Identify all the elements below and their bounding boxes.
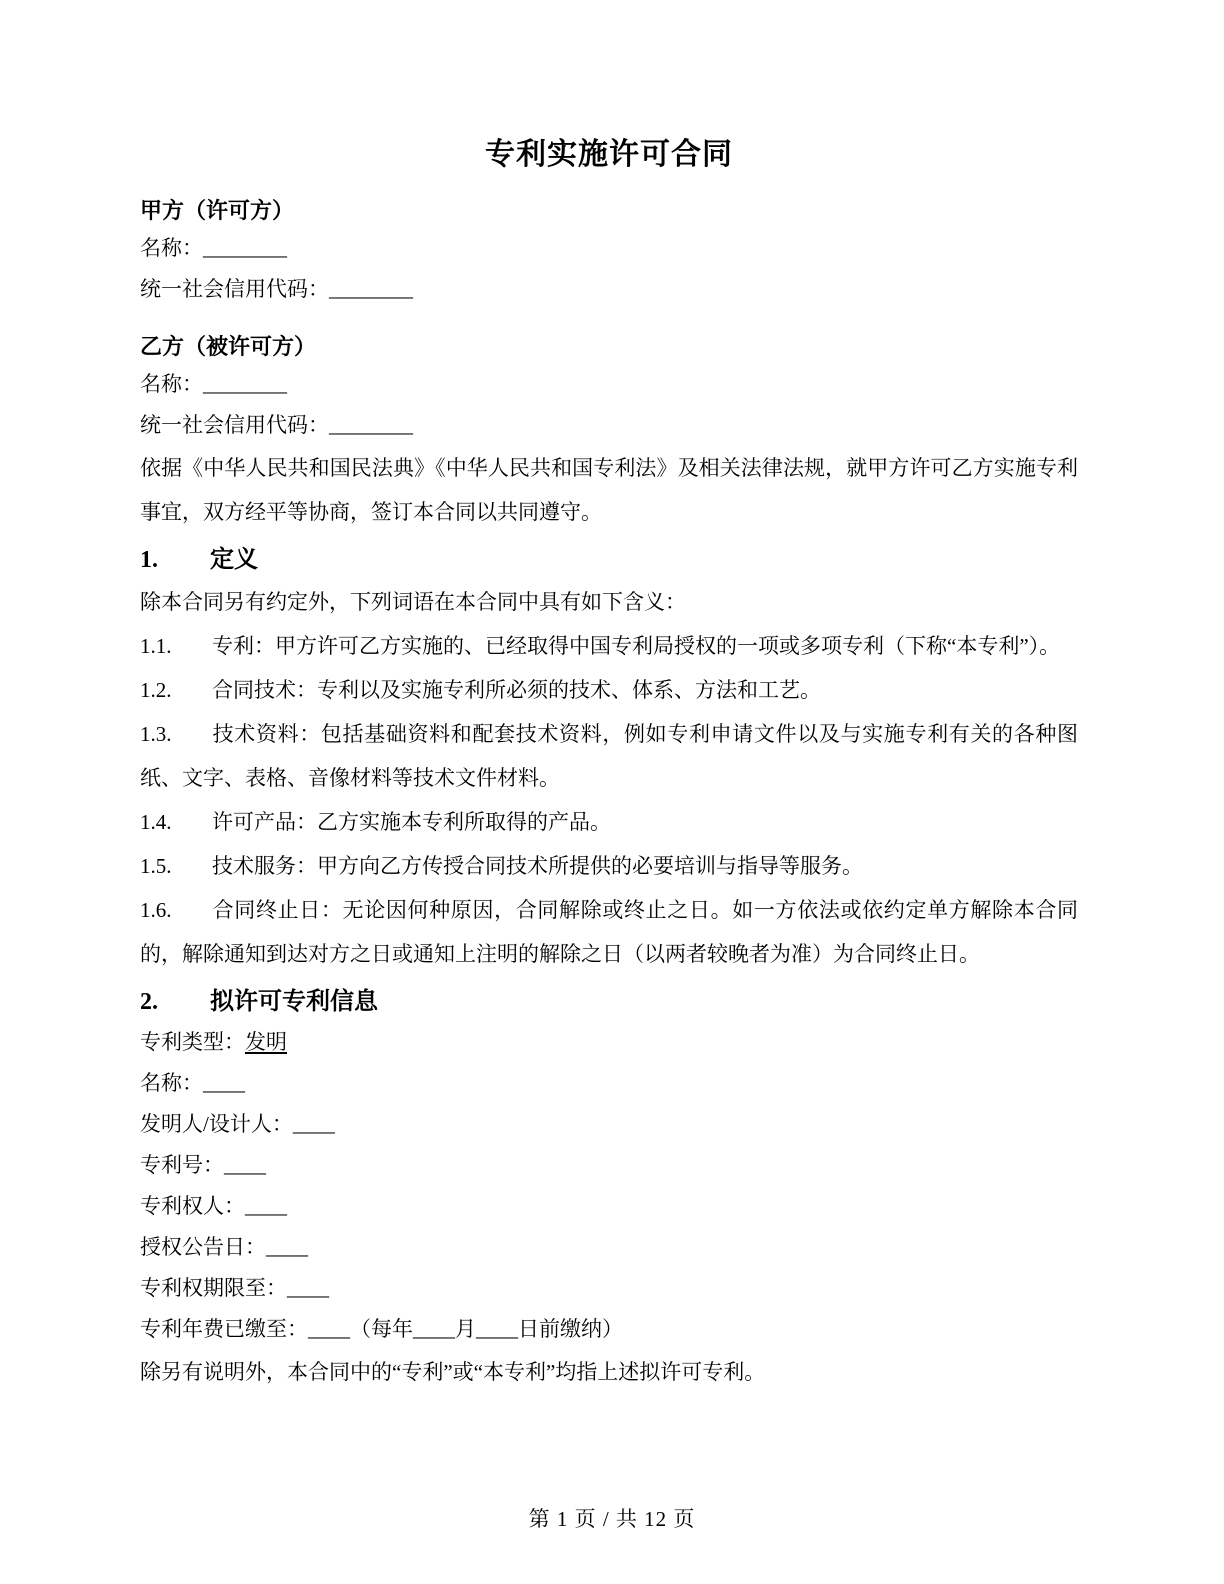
document-body [140,0,1078,1394]
patent-inventor-line [140,1104,1078,1145]
section-1-number: 1. [140,546,158,573]
patent-name-blank[interactable]: ____ [203,1070,245,1095]
party-b-code-blank[interactable]: ________ [329,412,413,437]
patent-grant-date-label: 授权公告日： [140,1234,266,1259]
section-2-number: 2. [140,988,158,1015]
party-a-name-blank[interactable]: ________ [203,235,287,260]
patent-type-label: 专利类型： [140,1029,245,1054]
definition-item-1-2 [140,668,1078,712]
section-2-closing: 除另有说明外，本合同中的“专利”或“本专利”均指上述拟许可专利。 [140,1359,766,1384]
patent-expiry-blank[interactable]: ____ [287,1275,329,1300]
definition-item-1-4-number: 1.4. [140,809,172,834]
definition-item-1-6-text: 合同终止日：无论因何种原因，合同解除或终止之日。如一方依法或依约定单方解除本合同的，解除通知到达对方之日或通知上注明的解除之日（以两者较晚者为准）为合同终止日。 [140,897,1078,966]
party-b-name-blank[interactable]: ________ [203,371,287,396]
patent-annual-fee-line[interactable]: 专利年费已缴至：____（每年____月____日前缴纳） [140,1316,623,1341]
patent-inventor-label: 发明人/设计人： [140,1111,293,1136]
patent-holder-blank[interactable]: ____ [245,1193,287,1218]
patent-holder-line [140,1186,1078,1227]
party-a-code-line [140,269,1078,310]
section-1-title: 定义 [210,546,258,573]
patent-grant-date-line [140,1227,1078,1268]
definition-item-1-4-text: 许可产品：乙方实施本专利所取得的产品。 [212,809,611,834]
definition-item-1-2-text: 合同技术：专利以及实施专利所必须的技术、体系、方法和工艺。 [212,677,821,702]
section-1-intro: 除本合同另有约定外，下列词语在本合同中具有如下含义： [140,589,686,614]
definition-item-1-3-text: 技术资料：包括基础资料和配套技术资料，例如专利申请文件以及与实施专利有关的各种图纸、文字、表格、音像材料等技术文件材料。 [140,721,1078,790]
party-a-name-line [140,222,1078,269]
definition-item-1-4 [140,800,1078,844]
patent-inventor-blank[interactable]: ____ [292,1111,335,1136]
party-b-name-line [140,358,1078,405]
section-heading-1 [140,534,1078,580]
definition-item-1-3-number: 1.3. [140,721,172,746]
party-b-code-line [140,405,1078,446]
patent-name-label: 名称： [140,1070,203,1095]
definition-item-1-5-number: 1.5. [140,853,172,878]
patent-type-line [140,1022,1078,1063]
party-b-code-label: 统一社会信用代码： [140,412,329,437]
definition-item-1-1-text: 专利：甲方许可乙方实施的、已经取得中国专利局授权的一项或多项专利（下称“本专利”）。 [212,633,1061,658]
patent-expiry-label: 专利权期限至： [140,1275,287,1300]
definition-item-1-6-number: 1.6. [140,897,172,922]
definition-item-1-1-number: 1.1. [140,633,172,658]
definition-item-1-5 [140,844,1078,888]
patent-number-line [140,1145,1078,1186]
page-title: 专利实施许可合同 [485,138,733,171]
party-a-code-blank[interactable]: ________ [329,276,413,301]
section-heading-2 [140,976,1078,1022]
patent-number-label: 专利号： [140,1152,224,1177]
party-a-code-label: 统一社会信用代码： [140,276,329,301]
patent-holder-label: 专利权人： [140,1193,245,1218]
definition-item-1-2-number: 1.2. [140,677,172,702]
definition-item-1-5-text: 技术服务：甲方向乙方传授合同技术所提供的必要培训与指导等服务。 [212,853,863,878]
patent-grant-date-blank[interactable]: ____ [266,1234,308,1259]
patent-number-blank[interactable]: ____ [224,1152,266,1177]
patent-expiry-line [140,1268,1078,1309]
section-2-title: 拟许可专利信息 [210,988,378,1015]
page-footer: 第 1 页 / 共 12 页 [528,1506,696,1531]
patent-type-value[interactable]: 发明 [245,1029,287,1054]
preamble-paragraph: 依据《中华人民共和国民法典》《中华人民共和国专利法》及相关法律法规，就甲方许可乙方实施专利事宜，双方经平等协商，签订本合同以共同遵守。 [140,455,1078,524]
definition-item-1-1 [140,624,1078,668]
party-a-name-label: 名称： [140,235,203,260]
definition-item-1-6 [140,888,1078,976]
party-b-heading: 乙方（被许可方） [140,333,317,359]
definition-item-1-3 [140,712,1078,800]
patent-name-line [140,1063,1078,1104]
party-a-heading: 甲方（许可方） [140,197,295,223]
party-b-name-label: 名称： [140,371,203,396]
